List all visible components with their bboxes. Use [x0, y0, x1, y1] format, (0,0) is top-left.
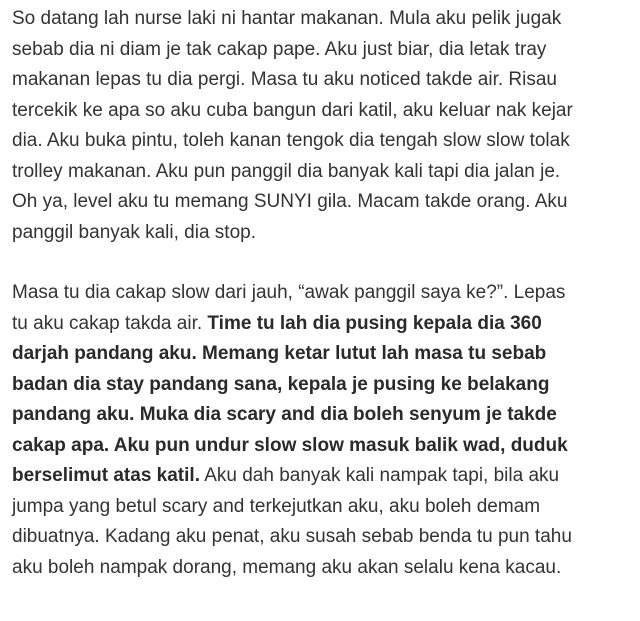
text-line: trolley makanan. Aku pun panggil dia banyak kali tapi dia jalan je. — [12, 160, 561, 182]
text-line: Oh ya, level aku tu memang SUNYI gila. Macam takde orang. Aku — [12, 191, 568, 212]
article-body — [12, 4, 624, 583]
text-line: So datang lah nurse laki ni hantar makanan. Mula aku pelik jugak — [12, 8, 562, 29]
text-line: sebab dia ni diam je tak cakap pape. Aku just biar, dia letak tray — [12, 38, 547, 60]
text-line-mixed — [12, 461, 624, 492]
text-line: jumpa yang betul scary and terkejutkan aku, aku boleh demam — [12, 495, 541, 517]
bold-text-line: pandang aku. Muka dia scary and dia boleh senyum je takde — [12, 404, 557, 425]
bold-text-segment: berselimut atas katil. — [12, 465, 200, 486]
text-line: panggil banyak kali, dia stop. — [12, 221, 256, 243]
text-line: dia. Aku buka pintu, toleh kanan tengok dia tengah slow slow tolak — [12, 130, 570, 151]
text-line-mixed — [12, 309, 624, 340]
text-line: aku boleh nampak dorang, memang aku akan selalu kena kacau. — [12, 556, 562, 578]
text-segment: Aku dah banyak kali nampak tapi, bila aku — [199, 465, 560, 486]
text-line: makanan lepas tu dia pergi. Masa tu aku noticed takde air. Risau — [12, 69, 557, 90]
text-segment: tu aku cakap takda air. — [12, 312, 208, 334]
paragraph-1 — [12, 4, 624, 248]
bold-text-segment: Time tu lah dia pusing kepala dia 360 — [207, 312, 542, 334]
text-line: Masa tu dia cakap slow dari jauh, “awak panggil saya ke?”. Lepas — [12, 282, 566, 303]
bold-text-line: darjah pandang aku. Memang ketar lutut lah masa tu sebab — [12, 343, 547, 364]
text-line: tercekik ke apa so aku cuba bangun dari katil, aku keluar nak kejar — [12, 99, 573, 121]
bold-text-line: badan dia stay pandang sana, kepala je pusing ke belakang — [12, 373, 550, 395]
paragraph-2 — [12, 278, 624, 583]
bold-text-line: cakap apa. Aku pun undur slow slow masuk balik wad, duduk — [12, 434, 568, 456]
text-line: dibuatnya. Kadang aku penat, aku susah sebab benda tu pun tahu — [12, 526, 572, 547]
